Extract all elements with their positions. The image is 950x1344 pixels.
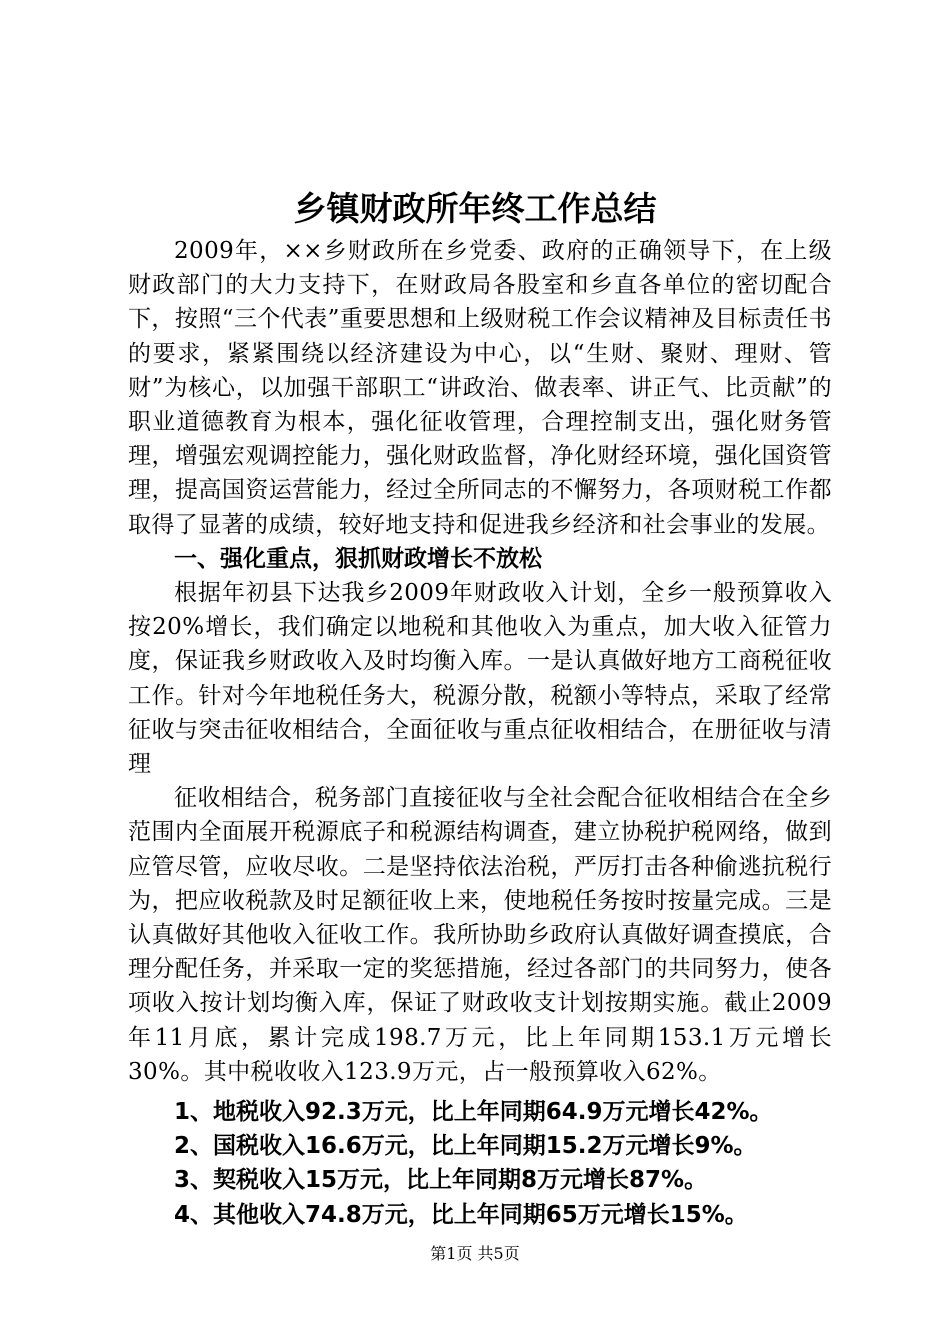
document-body <box>128 234 832 1232</box>
intro-paragraph: 2009年，××乡财政所在乡党委、政府的正确领导下，在上级财政部门的大力支持下，在财政局各股室和乡直各单位的密切配合下，按照“三个代表”重要思想和上级财税工作会议精神及目标责任书的要求，紧紧围绕以经济建设为中心，以“生财、聚财、理财、管财”为核心，以加强干部职工“讲政治、做表率、讲正气、比贡献”的职业道德教育为根本，强化征收管理，合理控制支出，强化财务管理，增强宏观调控能力，强化财政监督，净化财经环境，强化国资管理，提高国资运营能力，经过全所同志的不懈努力，各项财税工作都取得了显著的成绩，较好地支持和促进我乡经济和社会事业的发展。 <box>128 238 832 538</box>
body-paragraph: 根据年初县下达我乡2009年财政收入计划，全乡一般预算收入按20%增长，我们确定以地税和其他收入为重点，加大收入征管力度，保证我乡财政收入及时均衡入库。一是认真做好地方工商税征收工作。针对今年地税任务大，税源分散，税额小等特点，采取了经常征收与突击征收相结合，全面征收与重点征收相结合，在册征收与清理 <box>128 580 832 778</box>
body-paragraph: 征收相结合，税务部门直接征收与全社会配合征收相结合在全乡范围内全面展开税源底子和税源结构调查，建立协税护税网络，做到应管尽管，应收尽收。二是坚持依法治税，严厉打击各种偷逃抗税行为，把应收税款及时足额征收上来，使地税任务按时按量完成。三是认真做好其他收入征收工作。我所协助乡政府认真做好调查摸底，合理分配任务，并采取一定的奖惩措施，经过各部门的共同努力，使各项收入按计划均衡入库，保证了财政收支计划按期实施。截止2009年11月底，累计完成198.7万元，比上年同期153.1万元增长30%。其中税收收入123.9万元，占一般预算收入62%。 <box>128 785 832 1085</box>
list-item: 2、国税收入16.6万元，比上年同期15.2万元增长9%。 <box>174 1133 757 1160</box>
section-heading: 一、强化重点，狠抓财政增长不放松 <box>174 545 542 572</box>
list-item: 3、契税收入15万元，比上年同期8万元增长87%。 <box>174 1167 708 1194</box>
page-footer: 第1页 共5页 <box>430 1244 520 1263</box>
document-title: 乡镇财政所年终工作总结 <box>293 189 657 228</box>
list-item: 1、地税收入92.3万元，比上年同期64.9万元增长42%。 <box>174 1099 773 1126</box>
list-item: 4、其他收入74.8万元，比上年同期65万元增长15%。 <box>174 1201 748 1228</box>
